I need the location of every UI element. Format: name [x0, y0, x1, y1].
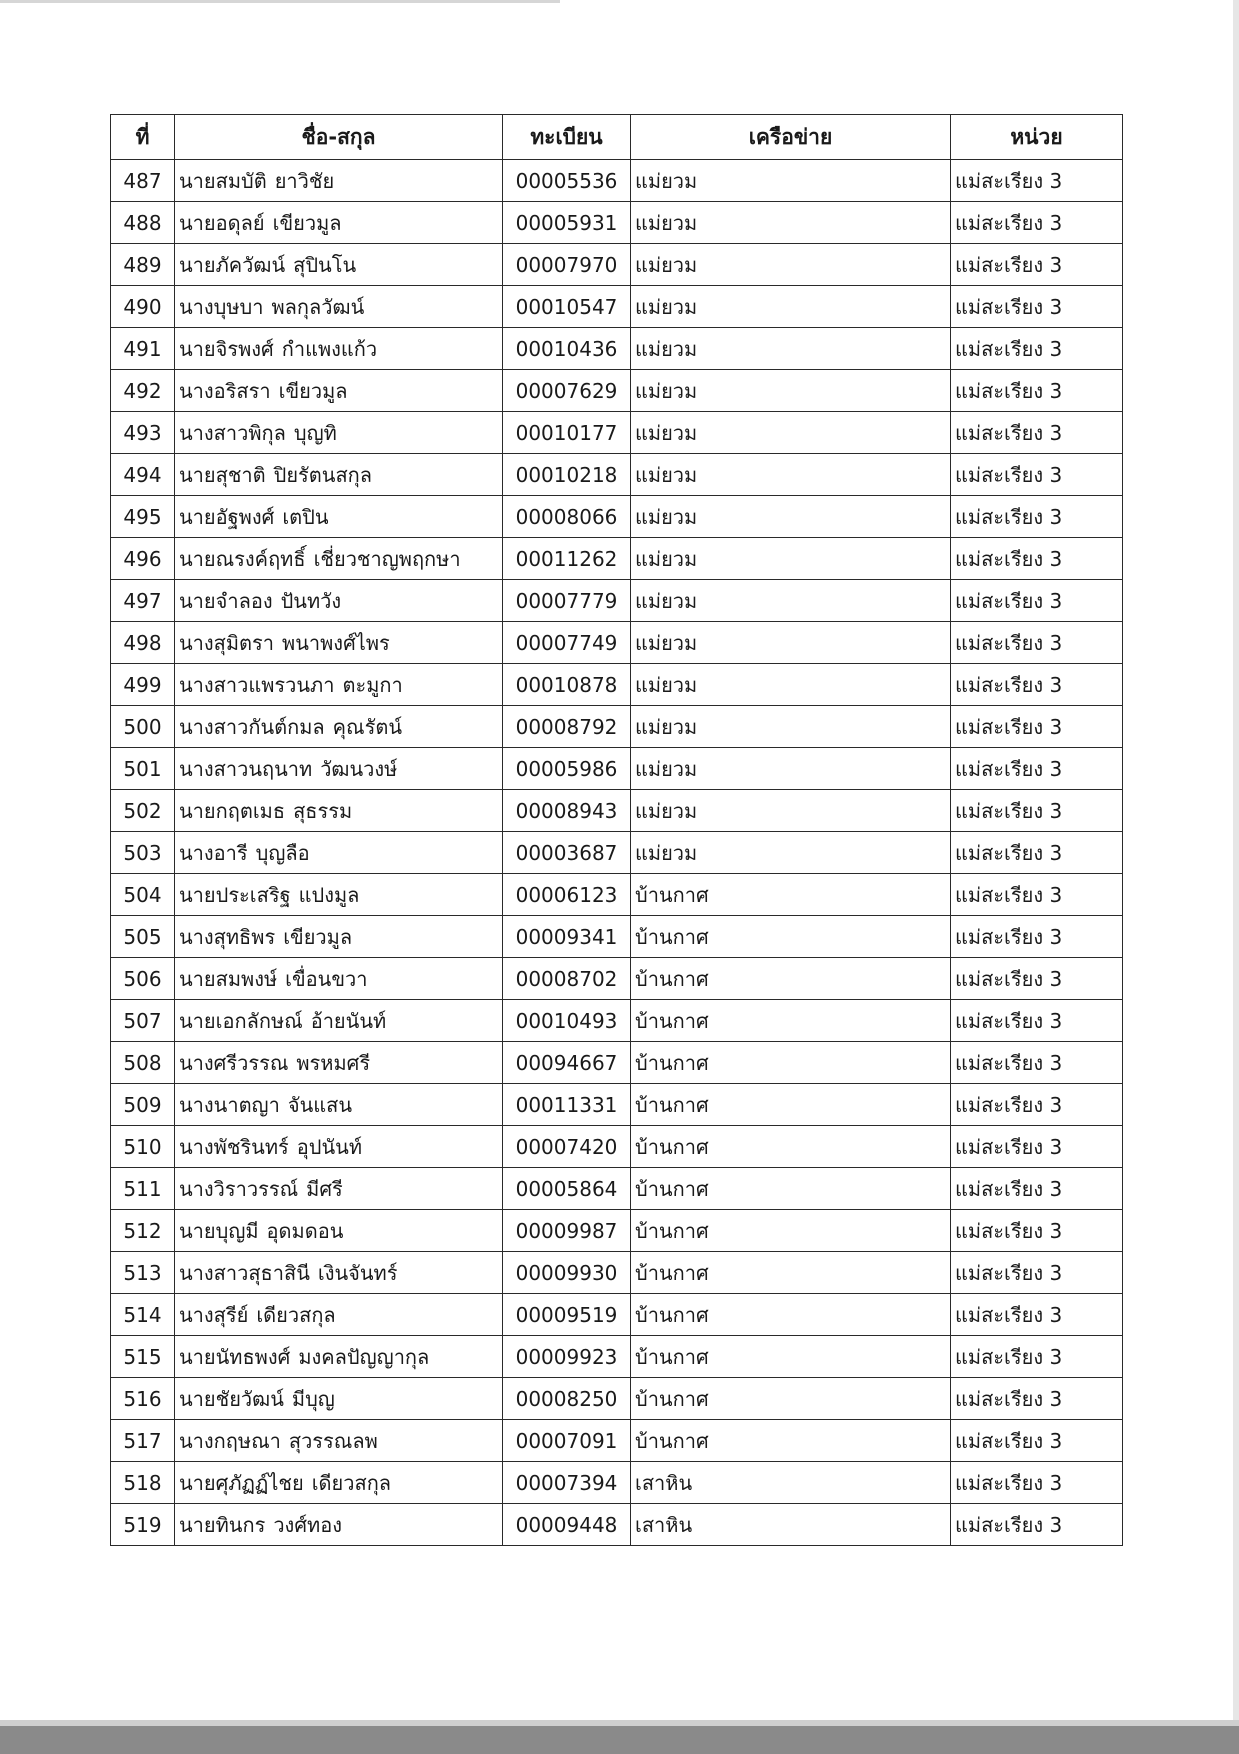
first-name: นางวิราวรรณ์ [179, 1176, 299, 1201]
full-name [175, 580, 503, 622]
first-name: นายนัทธพงศ์ [179, 1344, 291, 1369]
full-name [175, 370, 503, 412]
network-name: บ้านกาศ [631, 958, 951, 1000]
roster-table [110, 114, 1123, 1546]
table-row [111, 1420, 1123, 1462]
first-name: นายศุภัฏฏ์ไชย [179, 1470, 304, 1495]
registration-number: 00005931 [503, 202, 631, 244]
registration-number: 00010547 [503, 286, 631, 328]
table-row [111, 1084, 1123, 1126]
first-name: นายอดุลย์ [179, 210, 265, 235]
row-number: 493 [111, 412, 175, 454]
first-name: นางสาวพิกุล [179, 420, 286, 445]
full-name [175, 412, 503, 454]
unit-name: แม่สะเรียง 3 [951, 160, 1123, 202]
network-name: แม่ยวม [631, 622, 951, 664]
header-unit: หน่วย [951, 115, 1123, 160]
first-name: นายเอกลักษณ์ [179, 1008, 303, 1033]
row-number: 517 [111, 1420, 175, 1462]
last-name: พนาพงศ์ไพร [282, 630, 390, 655]
table-row [111, 538, 1123, 580]
registration-number: 00007970 [503, 244, 631, 286]
registration-number: 00010878 [503, 664, 631, 706]
first-name: นายจำลอง [179, 588, 273, 613]
last-name: สุธรรม [293, 798, 353, 823]
unit-name: แม่สะเรียง 3 [951, 496, 1123, 538]
unit-name: แม่สะเรียง 3 [951, 1294, 1123, 1336]
table-row [111, 1000, 1123, 1042]
first-name: นางบุษบา [179, 294, 264, 319]
unit-name: แม่สะเรียง 3 [951, 664, 1123, 706]
last-name: สุปินโน [293, 252, 357, 277]
registration-number: 00009519 [503, 1294, 631, 1336]
registration-number: 00011331 [503, 1084, 631, 1126]
header-registration: ทะเบียน [503, 115, 631, 160]
table-row [111, 202, 1123, 244]
scan-edge-bottom [0, 1726, 1239, 1754]
full-name [175, 706, 503, 748]
full-name [175, 622, 503, 664]
last-name: พรหมศรี [296, 1050, 371, 1075]
last-name: คุณรัตน์ [332, 714, 402, 739]
table-row [111, 496, 1123, 538]
last-name: เขียวมูล [278, 378, 348, 403]
last-name: บุญลือ [255, 840, 310, 865]
network-name: แม่ยวม [631, 160, 951, 202]
table-row [111, 1462, 1123, 1504]
row-number: 500 [111, 706, 175, 748]
full-name [175, 160, 503, 202]
network-name: เสาหิน [631, 1462, 951, 1504]
last-name: ปันทวัง [280, 588, 342, 613]
row-number: 502 [111, 790, 175, 832]
unit-name: แม่สะเรียง 3 [951, 874, 1123, 916]
table-row [111, 1042, 1123, 1084]
first-name: นายประเสริฐ [179, 882, 291, 907]
row-number: 518 [111, 1462, 175, 1504]
unit-name: แม่สะเรียง 3 [951, 454, 1123, 496]
first-name: นายชัยวัฒน์ [179, 1386, 284, 1411]
first-name: นายณรงค์ฤทธิ์ [179, 546, 306, 571]
row-number: 513 [111, 1252, 175, 1294]
network-name: แม่ยวม [631, 202, 951, 244]
table-row [111, 916, 1123, 958]
table-row [111, 874, 1123, 916]
unit-name: แม่สะเรียง 3 [951, 244, 1123, 286]
first-name: นายทินกร [179, 1512, 266, 1537]
last-name: มีศรี [306, 1176, 343, 1201]
row-number: 506 [111, 958, 175, 1000]
registration-number: 00010177 [503, 412, 631, 454]
unit-name: แม่สะเรียง 3 [951, 958, 1123, 1000]
registration-number: 00094667 [503, 1042, 631, 1084]
table-row [111, 706, 1123, 748]
full-name [175, 664, 503, 706]
network-name: แม่ยวม [631, 496, 951, 538]
table-row [111, 244, 1123, 286]
registration-number: 00005986 [503, 748, 631, 790]
network-name: แม่ยวม [631, 370, 951, 412]
first-name: นายสุชาติ [179, 462, 266, 487]
table-row [111, 664, 1123, 706]
table-row [111, 1378, 1123, 1420]
unit-name: แม่สะเรียง 3 [951, 790, 1123, 832]
scan-edge-right [1233, 0, 1239, 1754]
last-name: ปิยรัตนสกุล [273, 462, 373, 487]
unit-name: แม่สะเรียง 3 [951, 1252, 1123, 1294]
network-name: บ้านกาศ [631, 1294, 951, 1336]
first-name: นางนาตญา [179, 1092, 280, 1117]
row-number: 514 [111, 1294, 175, 1336]
full-name [175, 496, 503, 538]
last-name: ตะมูกา [342, 672, 403, 697]
first-name: นางสุทธิพร [179, 924, 276, 949]
last-name: เขียวมูล [272, 210, 342, 235]
unit-name: แม่สะเรียง 3 [951, 370, 1123, 412]
unit-name: แม่สะเรียง 3 [951, 832, 1123, 874]
row-number: 501 [111, 748, 175, 790]
row-number: 511 [111, 1168, 175, 1210]
unit-name: แม่สะเรียง 3 [951, 748, 1123, 790]
last-name: เงินจันทร์ [317, 1260, 398, 1285]
last-name: ยาวิชัย [274, 168, 335, 193]
registration-number: 00007779 [503, 580, 631, 622]
table-row [111, 1126, 1123, 1168]
unit-name: แม่สะเรียง 3 [951, 286, 1123, 328]
registration-number: 00008702 [503, 958, 631, 1000]
first-name: นางอารี [179, 840, 248, 865]
full-name [175, 748, 503, 790]
table-row [111, 1294, 1123, 1336]
first-name: นายภัควัฒน์ [179, 252, 286, 277]
first-name: นายกฤตเมธ [179, 798, 286, 823]
unit-name: แม่สะเรียง 3 [951, 1336, 1123, 1378]
row-number: 491 [111, 328, 175, 370]
registration-number: 00007420 [503, 1126, 631, 1168]
last-name: บุญทิ [293, 420, 337, 445]
network-name: แม่ยวม [631, 244, 951, 286]
unit-name: แม่สะเรียง 3 [951, 1168, 1123, 1210]
full-name [175, 1420, 503, 1462]
unit-name: แม่สะเรียง 3 [951, 1210, 1123, 1252]
table-row [111, 1168, 1123, 1210]
last-name: กำแพงแก้ว [281, 336, 378, 361]
first-name: นางอริสรา [179, 378, 271, 403]
full-name [175, 1168, 503, 1210]
unit-name: แม่สะเรียง 3 [951, 412, 1123, 454]
network-name: บ้านกาศ [631, 1000, 951, 1042]
table-header-row [111, 115, 1123, 160]
row-number: 499 [111, 664, 175, 706]
full-name [175, 1126, 503, 1168]
row-number: 495 [111, 496, 175, 538]
full-name [175, 1000, 503, 1042]
last-name: เดียวสกุล [256, 1302, 336, 1327]
row-number: 492 [111, 370, 175, 412]
registration-number: 00007091 [503, 1420, 631, 1462]
network-name: แม่ยวม [631, 580, 951, 622]
last-name: วงศ์ทอง [273, 1512, 342, 1537]
network-name: แม่ยวม [631, 706, 951, 748]
network-name: แม่ยวม [631, 412, 951, 454]
registration-number: 00011262 [503, 538, 631, 580]
registration-number: 00005864 [503, 1168, 631, 1210]
last-name: เชี่ยวชาญพฤกษา [313, 546, 461, 571]
first-name: นางสาวกันต์กมล [179, 714, 325, 739]
last-name: จันแสน [287, 1092, 353, 1117]
full-name [175, 1042, 503, 1084]
last-name: มีบุญ [291, 1386, 335, 1411]
full-name [175, 1252, 503, 1294]
full-name [175, 1210, 503, 1252]
first-name: นางกฤษณา [179, 1428, 281, 1453]
full-name [175, 1378, 503, 1420]
row-number: 516 [111, 1378, 175, 1420]
header-no: ที่ [111, 115, 175, 160]
table-body [111, 160, 1123, 1546]
unit-name: แม่สะเรียง 3 [951, 916, 1123, 958]
network-name: เสาหิน [631, 1504, 951, 1546]
full-name [175, 832, 503, 874]
unit-name: แม่สะเรียง 3 [951, 622, 1123, 664]
unit-name: แม่สะเรียง 3 [951, 1420, 1123, 1462]
row-number: 507 [111, 1000, 175, 1042]
registration-number: 00008943 [503, 790, 631, 832]
registration-number: 00007394 [503, 1462, 631, 1504]
first-name: นายจิรพงศ์ [179, 336, 274, 361]
network-name: แม่ยวม [631, 454, 951, 496]
unit-name: แม่สะเรียง 3 [951, 202, 1123, 244]
network-name: บ้านกาศ [631, 1042, 951, 1084]
table-row [111, 748, 1123, 790]
last-name: อ้ายนันท์ [310, 1008, 387, 1033]
registration-number: 00008250 [503, 1378, 631, 1420]
table-row [111, 328, 1123, 370]
last-name: เขื่อนขวา [285, 966, 368, 991]
network-name: แม่ยวม [631, 790, 951, 832]
network-name: แม่ยวม [631, 286, 951, 328]
network-name: แม่ยวม [631, 832, 951, 874]
first-name: นายสมพงษ์ [179, 966, 278, 991]
registration-number: 00007629 [503, 370, 631, 412]
first-name: นายอัฐพงศ์ [179, 504, 275, 529]
registration-number: 00009930 [503, 1252, 631, 1294]
unit-name: แม่สะเรียง 3 [951, 1378, 1123, 1420]
registration-number: 00009923 [503, 1336, 631, 1378]
header-network: เครือข่าย [631, 115, 951, 160]
unit-name: แม่สะเรียง 3 [951, 1462, 1123, 1504]
registration-number: 00007749 [503, 622, 631, 664]
unit-name: แม่สะเรียง 3 [951, 1000, 1123, 1042]
first-name: นางสาวแพรวนภา [179, 672, 335, 697]
unit-name: แม่สะเรียง 3 [951, 538, 1123, 580]
network-name: แม่ยวม [631, 748, 951, 790]
row-number: 504 [111, 874, 175, 916]
full-name [175, 916, 503, 958]
full-name [175, 1084, 503, 1126]
row-number: 505 [111, 916, 175, 958]
row-number: 519 [111, 1504, 175, 1546]
table-row [111, 622, 1123, 664]
row-number: 497 [111, 580, 175, 622]
registration-number: 00006123 [503, 874, 631, 916]
network-name: แม่ยวม [631, 328, 951, 370]
full-name [175, 958, 503, 1000]
table-row [111, 832, 1123, 874]
table-row [111, 1252, 1123, 1294]
table-row [111, 160, 1123, 202]
network-name: บ้านกาศ [631, 1378, 951, 1420]
full-name [175, 244, 503, 286]
row-number: 512 [111, 1210, 175, 1252]
table-row [111, 454, 1123, 496]
row-number: 508 [111, 1042, 175, 1084]
row-number: 503 [111, 832, 175, 874]
row-number: 509 [111, 1084, 175, 1126]
first-name: นางศรีวรรณ [179, 1050, 289, 1075]
row-number: 496 [111, 538, 175, 580]
first-name: นางสาวนฤนาท [179, 756, 313, 781]
full-name [175, 286, 503, 328]
unit-name: แม่สะเรียง 3 [951, 328, 1123, 370]
first-name: นายสมบัติ [179, 168, 267, 193]
full-name [175, 328, 503, 370]
first-name: นายบุญมี [179, 1218, 259, 1243]
registration-number: 00009341 [503, 916, 631, 958]
unit-name: แม่สะเรียง 3 [951, 1126, 1123, 1168]
network-name: แม่ยวม [631, 538, 951, 580]
last-name: เตปิน [282, 504, 329, 529]
last-name: แปงมูล [298, 882, 360, 907]
network-name: บ้านกาศ [631, 1252, 951, 1294]
last-name: พลกุลวัฒน์ [271, 294, 365, 319]
table-row [111, 1336, 1123, 1378]
network-name: บ้านกาศ [631, 1336, 951, 1378]
network-name: บ้านกาศ [631, 1126, 951, 1168]
network-name: บ้านกาศ [631, 874, 951, 916]
row-number: 487 [111, 160, 175, 202]
last-name: อุปนันท์ [296, 1134, 362, 1159]
registration-number: 00010493 [503, 1000, 631, 1042]
last-name: วัฒนวงษ์ [320, 756, 398, 781]
table-row [111, 790, 1123, 832]
table-row [111, 958, 1123, 1000]
row-number: 510 [111, 1126, 175, 1168]
network-name: บ้านกาศ [631, 916, 951, 958]
unit-name: แม่สะเรียง 3 [951, 1504, 1123, 1546]
last-name: มงคลปัญญากุล [298, 1344, 430, 1369]
last-name: อุดมดอน [266, 1218, 344, 1243]
last-name: เดียวสกุล [311, 1470, 392, 1495]
registration-number: 00010218 [503, 454, 631, 496]
unit-name: แม่สะเรียง 3 [951, 1084, 1123, 1126]
header-name: ชื่อ-สกุล [175, 115, 503, 160]
network-name: บ้านกาศ [631, 1210, 951, 1252]
network-name: บ้านกาศ [631, 1420, 951, 1462]
row-number: 488 [111, 202, 175, 244]
network-name: บ้านกาศ [631, 1168, 951, 1210]
row-number: 515 [111, 1336, 175, 1378]
registration-number: 00003687 [503, 832, 631, 874]
registration-number: 00008792 [503, 706, 631, 748]
table-row [111, 412, 1123, 454]
full-name [175, 454, 503, 496]
row-number: 494 [111, 454, 175, 496]
row-number: 498 [111, 622, 175, 664]
first-name: นางสุรีย์ [179, 1302, 249, 1327]
registration-number: 00009987 [503, 1210, 631, 1252]
row-number: 490 [111, 286, 175, 328]
scan-edge-top [0, 0, 560, 3]
table-row [111, 370, 1123, 412]
full-name [175, 1504, 503, 1546]
unit-name: แม่สะเรียง 3 [951, 706, 1123, 748]
full-name [175, 1462, 503, 1504]
full-name [175, 790, 503, 832]
full-name [175, 202, 503, 244]
full-name [175, 1294, 503, 1336]
registration-number: 00009448 [503, 1504, 631, 1546]
full-name [175, 538, 503, 580]
last-name: เขียวมูล [283, 924, 353, 949]
unit-name: แม่สะเรียง 3 [951, 1042, 1123, 1084]
table-row [111, 286, 1123, 328]
table-row [111, 1504, 1123, 1546]
network-name: บ้านกาศ [631, 1084, 951, 1126]
table-row [111, 580, 1123, 622]
first-name: นางพัชรินทร์ [179, 1134, 289, 1159]
row-number: 489 [111, 244, 175, 286]
registration-number: 00010436 [503, 328, 631, 370]
unit-name: แม่สะเรียง 3 [951, 580, 1123, 622]
first-name: นางสุมิตรา [179, 630, 275, 655]
table-row [111, 1210, 1123, 1252]
registration-number: 00005536 [503, 160, 631, 202]
last-name: สุวรรณลพ [288, 1428, 378, 1453]
full-name [175, 1336, 503, 1378]
network-name: แม่ยวม [631, 664, 951, 706]
first-name: นางสาวสุธาสินี [179, 1260, 310, 1285]
full-name [175, 874, 503, 916]
registration-number: 00008066 [503, 496, 631, 538]
